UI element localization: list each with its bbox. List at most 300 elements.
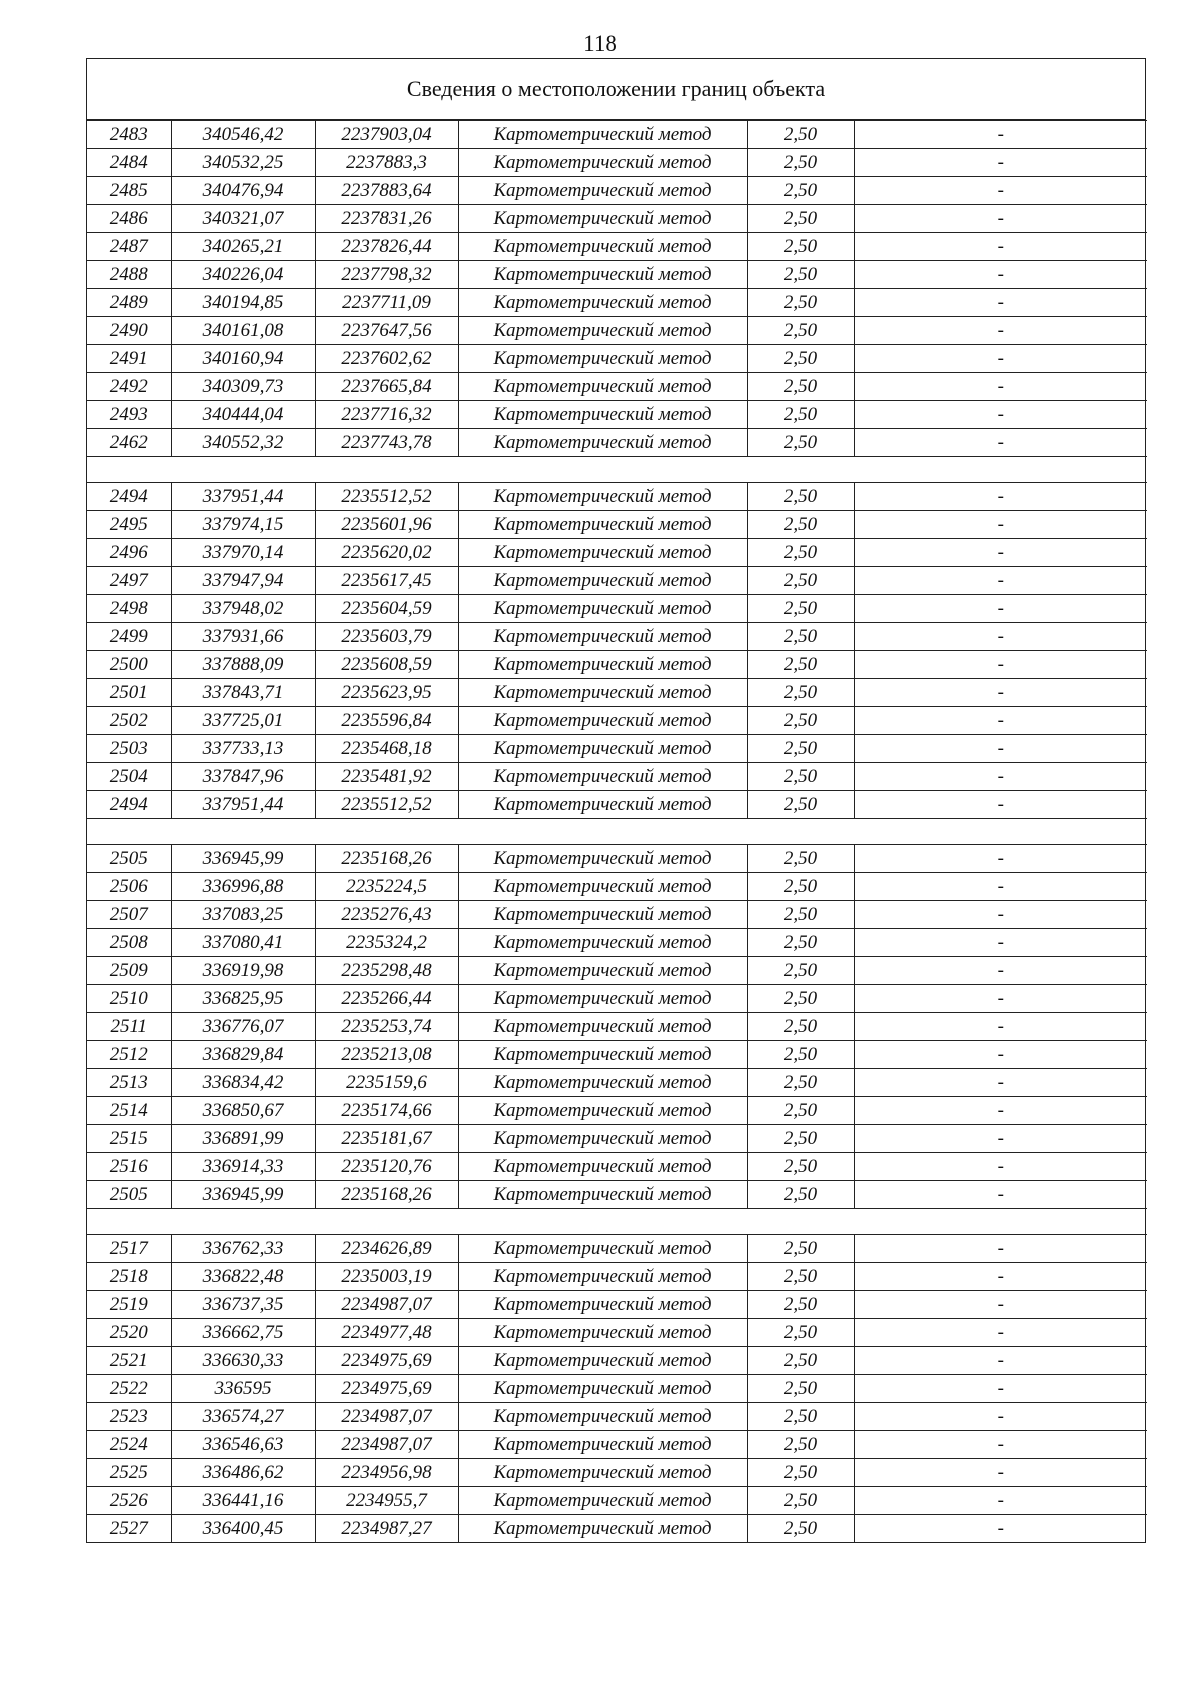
x-coordinate-cell: 336996,88 [171, 873, 315, 901]
table-row [87, 1403, 1147, 1431]
table-row [87, 1347, 1147, 1375]
x-coordinate-cell: 336914,33 [171, 1153, 315, 1181]
method-cell: Картометрический метод [458, 567, 747, 595]
point-number-cell: 2509 [87, 957, 171, 985]
y-coordinate-cell: 2235266,44 [315, 985, 458, 1013]
x-coordinate-cell: 337947,94 [171, 567, 315, 595]
accuracy-cell: 2,50 [747, 1487, 854, 1515]
x-coordinate-cell: 336546,63 [171, 1431, 315, 1459]
description-cell: - [854, 429, 1147, 457]
y-coordinate-cell: 2237883,3 [315, 149, 458, 177]
accuracy-cell: 2,50 [747, 873, 854, 901]
accuracy-cell: 2,50 [747, 1515, 854, 1543]
y-coordinate-cell: 2235168,26 [315, 845, 458, 873]
method-cell: Картометрический метод [458, 595, 747, 623]
x-coordinate-cell: 337888,09 [171, 651, 315, 679]
method-cell: Картометрический метод [458, 121, 747, 149]
y-coordinate-cell: 2235276,43 [315, 901, 458, 929]
point-number-cell: 2497 [87, 567, 171, 595]
accuracy-cell: 2,50 [747, 205, 854, 233]
method-cell: Картометрический метод [458, 679, 747, 707]
y-coordinate-cell: 2234987,27 [315, 1515, 458, 1543]
method-cell: Картометрический метод [458, 929, 747, 957]
x-coordinate-cell: 336891,99 [171, 1125, 315, 1153]
y-coordinate-cell: 2235168,26 [315, 1181, 458, 1209]
method-cell: Картометрический метод [458, 1263, 747, 1291]
table-row [87, 483, 1147, 511]
point-number-cell: 2496 [87, 539, 171, 567]
method-cell: Картометрический метод [458, 873, 747, 901]
table-row [87, 985, 1147, 1013]
description-cell: - [854, 1487, 1147, 1515]
accuracy-cell: 2,50 [747, 1291, 854, 1319]
x-coordinate-cell: 340532,25 [171, 149, 315, 177]
y-coordinate-cell: 2235512,52 [315, 791, 458, 819]
method-cell: Картометрический метод [458, 1041, 747, 1069]
accuracy-cell: 2,50 [747, 1319, 854, 1347]
method-cell: Картометрический метод [458, 373, 747, 401]
y-coordinate-cell: 2234975,69 [315, 1375, 458, 1403]
x-coordinate-cell: 336486,62 [171, 1459, 315, 1487]
point-number-cell: 2517 [87, 1235, 171, 1263]
table-row [87, 317, 1147, 345]
method-cell: Картометрический метод [458, 1459, 747, 1487]
y-coordinate-cell: 2237826,44 [315, 233, 458, 261]
point-number-cell: 2502 [87, 707, 171, 735]
point-number-cell: 2519 [87, 1291, 171, 1319]
y-coordinate-cell: 2237743,78 [315, 429, 458, 457]
table-row [87, 1263, 1147, 1291]
description-cell: - [854, 707, 1147, 735]
accuracy-cell: 2,50 [747, 763, 854, 791]
x-coordinate-cell: 340160,94 [171, 345, 315, 373]
table-row [87, 763, 1147, 791]
y-coordinate-cell: 2234975,69 [315, 1347, 458, 1375]
description-cell: - [854, 1403, 1147, 1431]
accuracy-cell: 2,50 [747, 845, 854, 873]
point-number-cell: 2520 [87, 1319, 171, 1347]
table-row [87, 1375, 1147, 1403]
description-cell: - [854, 735, 1147, 763]
method-cell: Картометрический метод [458, 1125, 747, 1153]
table-row [87, 1181, 1147, 1209]
method-cell: Картометрический метод [458, 735, 747, 763]
point-number-cell: 2516 [87, 1153, 171, 1181]
point-number-cell: 2488 [87, 261, 171, 289]
table-row [87, 651, 1147, 679]
point-number-cell: 2518 [87, 1263, 171, 1291]
point-number-cell: 2523 [87, 1403, 171, 1431]
description-cell: - [854, 623, 1147, 651]
accuracy-cell: 2,50 [747, 177, 854, 205]
x-coordinate-cell: 336630,33 [171, 1347, 315, 1375]
x-coordinate-cell: 340546,42 [171, 121, 315, 149]
table-row [87, 901, 1147, 929]
accuracy-cell: 2,50 [747, 901, 854, 929]
table-row [87, 1153, 1147, 1181]
table-row [87, 623, 1147, 651]
description-cell: - [854, 289, 1147, 317]
x-coordinate-cell: 336400,45 [171, 1515, 315, 1543]
method-cell: Картометрический метод [458, 1181, 747, 1209]
group-separator-cell [87, 457, 1147, 483]
table-row [87, 1041, 1147, 1069]
point-number-cell: 2483 [87, 121, 171, 149]
table-row [87, 929, 1147, 957]
method-cell: Картометрический метод [458, 1013, 747, 1041]
description-cell: - [854, 1431, 1147, 1459]
point-number-cell: 2513 [87, 1069, 171, 1097]
x-coordinate-cell: 336822,48 [171, 1263, 315, 1291]
x-coordinate-cell: 336776,07 [171, 1013, 315, 1041]
accuracy-cell: 2,50 [747, 1041, 854, 1069]
y-coordinate-cell: 2235601,96 [315, 511, 458, 539]
y-coordinate-cell: 2235623,95 [315, 679, 458, 707]
method-cell: Картометрический метод [458, 1069, 747, 1097]
table-row [87, 511, 1147, 539]
y-coordinate-cell: 2237798,32 [315, 261, 458, 289]
table-row [87, 957, 1147, 985]
table-row [87, 1097, 1147, 1125]
x-coordinate-cell: 337843,71 [171, 679, 315, 707]
point-number-cell: 2507 [87, 901, 171, 929]
description-cell: - [854, 1347, 1147, 1375]
y-coordinate-cell: 2237903,04 [315, 121, 458, 149]
method-cell: Картометрический метод [458, 707, 747, 735]
x-coordinate-cell: 336574,27 [171, 1403, 315, 1431]
y-coordinate-cell: 2235617,45 [315, 567, 458, 595]
x-coordinate-cell: 336825,95 [171, 985, 315, 1013]
description-cell: - [854, 1097, 1147, 1125]
x-coordinate-cell: 340552,32 [171, 429, 315, 457]
accuracy-cell: 2,50 [747, 623, 854, 651]
method-cell: Картометрический метод [458, 985, 747, 1013]
accuracy-cell: 2,50 [747, 679, 854, 707]
point-number-cell: 2494 [87, 483, 171, 511]
description-cell: - [854, 177, 1147, 205]
x-coordinate-cell: 337948,02 [171, 595, 315, 623]
y-coordinate-cell: 2235298,48 [315, 957, 458, 985]
accuracy-cell: 2,50 [747, 373, 854, 401]
description-cell: - [854, 1181, 1147, 1209]
y-coordinate-cell: 2237716,32 [315, 401, 458, 429]
method-cell: Картометрический метод [458, 1403, 747, 1431]
description-cell: - [854, 929, 1147, 957]
x-coordinate-cell: 340321,07 [171, 205, 315, 233]
method-cell: Картометрический метод [458, 1487, 747, 1515]
point-number-cell: 2484 [87, 149, 171, 177]
method-cell: Картометрический метод [458, 345, 747, 373]
x-coordinate-cell: 337951,44 [171, 791, 315, 819]
method-cell: Картометрический метод [458, 401, 747, 429]
y-coordinate-cell: 2234987,07 [315, 1431, 458, 1459]
description-cell: - [854, 1319, 1147, 1347]
y-coordinate-cell: 2234955,7 [315, 1487, 458, 1515]
y-coordinate-cell: 2237602,62 [315, 345, 458, 373]
y-coordinate-cell: 2237711,09 [315, 289, 458, 317]
method-cell: Картометрический метод [458, 177, 747, 205]
coordinates-table [87, 120, 1147, 1542]
x-coordinate-cell: 337951,44 [171, 483, 315, 511]
table-row [87, 121, 1147, 149]
x-coordinate-cell: 336829,84 [171, 1041, 315, 1069]
accuracy-cell: 2,50 [747, 345, 854, 373]
accuracy-cell: 2,50 [747, 317, 854, 345]
method-cell: Картометрический метод [458, 651, 747, 679]
point-number-cell: 2526 [87, 1487, 171, 1515]
table-row [87, 429, 1147, 457]
description-cell: - [854, 679, 1147, 707]
x-coordinate-cell: 336834,42 [171, 1069, 315, 1097]
accuracy-cell: 2,50 [747, 539, 854, 567]
method-cell: Картометрический метод [458, 429, 747, 457]
method-cell: Картометрический метод [458, 539, 747, 567]
y-coordinate-cell: 2235253,74 [315, 1013, 458, 1041]
table-row [87, 707, 1147, 735]
table-row [87, 567, 1147, 595]
x-coordinate-cell: 337083,25 [171, 901, 315, 929]
method-cell: Картометрический метод [458, 623, 747, 651]
group-separator-cell [87, 1209, 1147, 1235]
accuracy-cell: 2,50 [747, 1153, 854, 1181]
page-number: 118 [583, 31, 617, 56]
accuracy-cell: 2,50 [747, 429, 854, 457]
accuracy-cell: 2,50 [747, 595, 854, 623]
accuracy-cell: 2,50 [747, 149, 854, 177]
method-cell: Картометрический метод [458, 205, 747, 233]
method-cell: Картометрический метод [458, 1153, 747, 1181]
y-coordinate-cell: 2235620,02 [315, 539, 458, 567]
table-row [87, 679, 1147, 707]
description-cell: - [854, 539, 1147, 567]
point-number-cell: 2495 [87, 511, 171, 539]
point-number-cell: 2505 [87, 845, 171, 873]
y-coordinate-cell: 2235181,67 [315, 1125, 458, 1153]
y-coordinate-cell: 2235324,2 [315, 929, 458, 957]
x-coordinate-cell: 336850,67 [171, 1097, 315, 1125]
x-coordinate-cell: 336919,98 [171, 957, 315, 985]
x-coordinate-cell: 336441,16 [171, 1487, 315, 1515]
description-cell: - [854, 1069, 1147, 1097]
accuracy-cell: 2,50 [747, 1263, 854, 1291]
y-coordinate-cell: 2237883,64 [315, 177, 458, 205]
table-row [87, 1515, 1147, 1543]
point-number-cell: 2486 [87, 205, 171, 233]
table-row [87, 401, 1147, 429]
y-coordinate-cell: 2235596,84 [315, 707, 458, 735]
description-cell: - [854, 1235, 1147, 1263]
method-cell: Картометрический метод [458, 261, 747, 289]
table-row [87, 205, 1147, 233]
accuracy-cell: 2,50 [747, 261, 854, 289]
table-row [87, 1235, 1147, 1263]
description-cell: - [854, 511, 1147, 539]
point-number-cell: 2508 [87, 929, 171, 957]
description-cell: - [854, 401, 1147, 429]
table-row [87, 177, 1147, 205]
accuracy-cell: 2,50 [747, 1347, 854, 1375]
table-row [87, 373, 1147, 401]
point-number-cell: 2504 [87, 763, 171, 791]
table-row [87, 261, 1147, 289]
description-cell: - [854, 317, 1147, 345]
method-cell: Картометрический метод [458, 901, 747, 929]
description-cell: - [854, 205, 1147, 233]
method-cell: Картометрический метод [458, 791, 747, 819]
x-coordinate-cell: 336945,99 [171, 1181, 315, 1209]
point-number-cell: 2492 [87, 373, 171, 401]
y-coordinate-cell: 2234987,07 [315, 1291, 458, 1319]
description-cell: - [854, 233, 1147, 261]
point-number-cell: 2485 [87, 177, 171, 205]
x-coordinate-cell: 340194,85 [171, 289, 315, 317]
accuracy-cell: 2,50 [747, 1459, 854, 1487]
point-number-cell: 2510 [87, 985, 171, 1013]
y-coordinate-cell: 2235120,76 [315, 1153, 458, 1181]
point-number-cell: 2525 [87, 1459, 171, 1487]
method-cell: Картометрический метод [458, 1347, 747, 1375]
table-title: Сведения о местоположении границ объекта [87, 59, 1145, 120]
description-cell: - [854, 595, 1147, 623]
description-cell: - [854, 1375, 1147, 1403]
group-separator-row [87, 1209, 1147, 1235]
description-cell: - [854, 763, 1147, 791]
point-number-cell: 2501 [87, 679, 171, 707]
table-row [87, 1125, 1147, 1153]
description-cell: - [854, 1041, 1147, 1069]
method-cell: Картометрический метод [458, 1235, 747, 1263]
x-coordinate-cell: 336737,35 [171, 1291, 315, 1319]
method-cell: Картометрический метод [458, 1291, 747, 1319]
description-cell: - [854, 345, 1147, 373]
table-row [87, 873, 1147, 901]
description-cell: - [854, 121, 1147, 149]
x-coordinate-cell: 340309,73 [171, 373, 315, 401]
point-number-cell: 2522 [87, 1375, 171, 1403]
point-number-cell: 2500 [87, 651, 171, 679]
y-coordinate-cell: 2237665,84 [315, 373, 458, 401]
y-coordinate-cell: 2235159,6 [315, 1069, 458, 1097]
accuracy-cell: 2,50 [747, 233, 854, 261]
table-row [87, 1459, 1147, 1487]
y-coordinate-cell: 2237647,56 [315, 317, 458, 345]
x-coordinate-cell: 337974,15 [171, 511, 315, 539]
x-coordinate-cell: 337847,96 [171, 763, 315, 791]
table-row [87, 1069, 1147, 1097]
point-number-cell: 2490 [87, 317, 171, 345]
table-row [87, 345, 1147, 373]
table-row [87, 845, 1147, 873]
y-coordinate-cell: 2234977,48 [315, 1319, 458, 1347]
accuracy-cell: 2,50 [747, 1375, 854, 1403]
table-row [87, 289, 1147, 317]
accuracy-cell: 2,50 [747, 1235, 854, 1263]
accuracy-cell: 2,50 [747, 1013, 854, 1041]
point-number-cell: 2503 [87, 735, 171, 763]
accuracy-cell: 2,50 [747, 1431, 854, 1459]
point-number-cell: 2515 [87, 1125, 171, 1153]
method-cell: Картометрический метод [458, 1319, 747, 1347]
point-number-cell: 2487 [87, 233, 171, 261]
method-cell: Картометрический метод [458, 483, 747, 511]
x-coordinate-cell: 337733,13 [171, 735, 315, 763]
point-number-cell: 2505 [87, 1181, 171, 1209]
method-cell: Картометрический метод [458, 289, 747, 317]
y-coordinate-cell: 2237831,26 [315, 205, 458, 233]
x-coordinate-cell: 340476,94 [171, 177, 315, 205]
y-coordinate-cell: 2234987,07 [315, 1403, 458, 1431]
description-cell: - [854, 373, 1147, 401]
description-cell: - [854, 845, 1147, 873]
accuracy-cell: 2,50 [747, 791, 854, 819]
description-cell: - [854, 873, 1147, 901]
table-row [87, 539, 1147, 567]
description-cell: - [854, 901, 1147, 929]
x-coordinate-cell: 337970,14 [171, 539, 315, 567]
x-coordinate-cell: 337725,01 [171, 707, 315, 735]
accuracy-cell: 2,50 [747, 651, 854, 679]
method-cell: Картометрический метод [458, 763, 747, 791]
method-cell: Картометрический метод [458, 1375, 747, 1403]
method-cell: Картометрический метод [458, 149, 747, 177]
method-cell: Картометрический метод [458, 511, 747, 539]
table-row [87, 791, 1147, 819]
table-row [87, 149, 1147, 177]
accuracy-cell: 2,50 [747, 1097, 854, 1125]
accuracy-cell: 2,50 [747, 567, 854, 595]
table-row [87, 595, 1147, 623]
point-number-cell: 2512 [87, 1041, 171, 1069]
table-row [87, 1487, 1147, 1515]
group-separator-row [87, 819, 1147, 845]
point-number-cell: 2498 [87, 595, 171, 623]
description-cell: - [854, 261, 1147, 289]
point-number-cell: 2493 [87, 401, 171, 429]
y-coordinate-cell: 2235468,18 [315, 735, 458, 763]
point-number-cell: 2524 [87, 1431, 171, 1459]
x-coordinate-cell: 336945,99 [171, 845, 315, 873]
accuracy-cell: 2,50 [747, 1403, 854, 1431]
description-cell: - [854, 651, 1147, 679]
accuracy-cell: 2,50 [747, 121, 854, 149]
description-cell: - [854, 1459, 1147, 1487]
accuracy-cell: 2,50 [747, 1181, 854, 1209]
boundary-sheet [86, 58, 1146, 1543]
x-coordinate-cell: 336595 [171, 1375, 315, 1403]
y-coordinate-cell: 2235603,79 [315, 623, 458, 651]
x-coordinate-cell: 340226,04 [171, 261, 315, 289]
description-cell: - [854, 1263, 1147, 1291]
description-cell: - [854, 985, 1147, 1013]
table-row [87, 735, 1147, 763]
y-coordinate-cell: 2234956,98 [315, 1459, 458, 1487]
accuracy-cell: 2,50 [747, 957, 854, 985]
x-coordinate-cell: 340161,08 [171, 317, 315, 345]
y-coordinate-cell: 2235003,19 [315, 1263, 458, 1291]
description-cell: - [854, 957, 1147, 985]
point-number-cell: 2491 [87, 345, 171, 373]
group-separator-row [87, 457, 1147, 483]
description-cell: - [854, 149, 1147, 177]
point-number-cell: 2521 [87, 1347, 171, 1375]
accuracy-cell: 2,50 [747, 511, 854, 539]
description-cell: - [854, 1291, 1147, 1319]
method-cell: Картометрический метод [458, 1515, 747, 1543]
accuracy-cell: 2,50 [747, 985, 854, 1013]
method-cell: Картометрический метод [458, 233, 747, 261]
point-number-cell: 2527 [87, 1515, 171, 1543]
x-coordinate-cell: 340444,04 [171, 401, 315, 429]
